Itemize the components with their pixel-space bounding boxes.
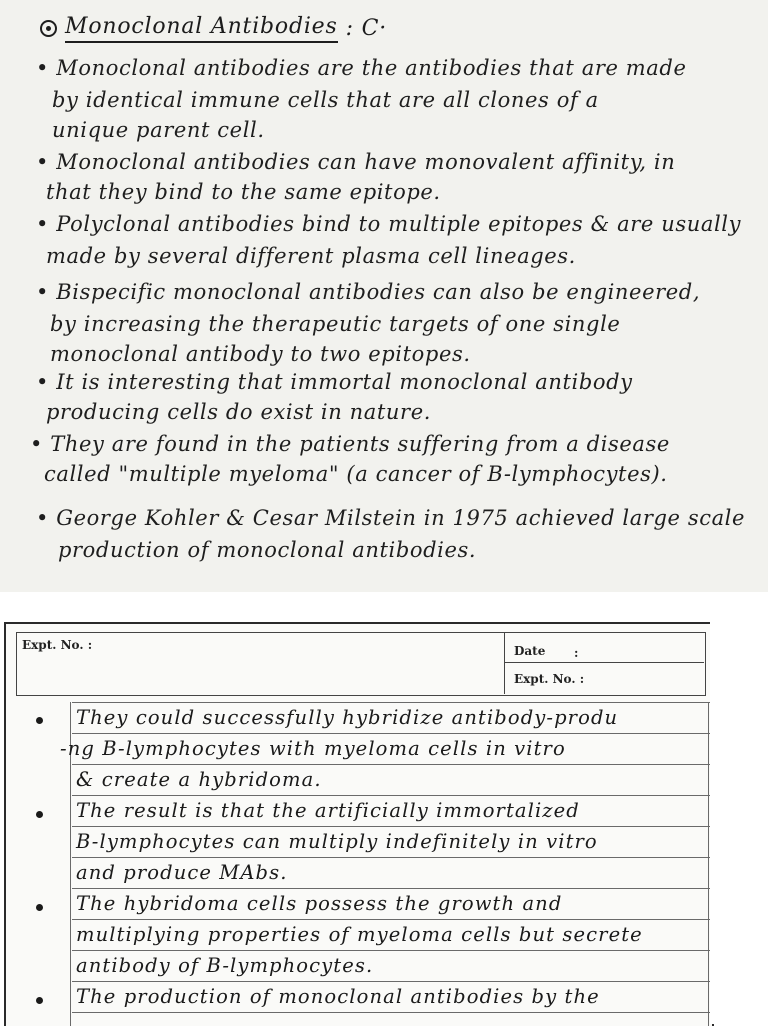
- margin-line-right: [708, 702, 709, 1026]
- record-line: They could successfully hybridize antibody-produ: [76, 706, 619, 729]
- note-line: unique parent cell.: [52, 118, 265, 142]
- page-heading: [40, 14, 387, 43]
- record-line: antibody of B-lymphocytes.: [76, 954, 374, 977]
- note-line: • They are found in the patients suffering from a disease: [30, 432, 670, 456]
- background-edge: [710, 622, 768, 1024]
- note-line: production of monoclonal antibodies.: [58, 538, 477, 562]
- note-line: by identical immune cells that are all clones of a: [52, 88, 599, 112]
- ruled-line: [72, 733, 712, 734]
- note-line: • George Kohler & Cesar Milstein in 1975 achieved large scale: [36, 506, 746, 530]
- record-line: -ng B-lymphocytes with myeloma cells in vitro: [60, 737, 566, 760]
- bullet-dot: [36, 811, 43, 818]
- record-line: & create a hybridoma.: [76, 768, 322, 791]
- ruled-line: [72, 919, 712, 920]
- header-divider: [504, 632, 505, 694]
- heading-suffix: : C·: [345, 16, 388, 41]
- page-gap: [0, 592, 768, 620]
- note-line: • Polyclonal antibodies bind to multiple epitopes & are usually: [36, 212, 742, 236]
- record-line: B-lymphocytes can multiply indefinitely in vitro: [76, 830, 598, 853]
- bullet-dot: [36, 717, 43, 724]
- note-line: by increasing the therapeutic targets of one single: [50, 312, 621, 336]
- note-line: • Bispecific monoclonal antibodies can also be engineered,: [36, 280, 701, 304]
- record-header-box: [16, 632, 706, 696]
- note-line: that they bind to the same epitope.: [46, 180, 441, 204]
- note-line: • It is interesting that immortal monoclonal antibody: [36, 370, 633, 394]
- circled-bullet-icon: [40, 20, 57, 37]
- record-line: The hybridoma cells possess the growth and: [76, 892, 563, 915]
- bullet-dot: [36, 997, 43, 1004]
- note-line: called "multiple myeloma" (a cancer of B-lymphocytes).: [44, 462, 668, 486]
- note-line: monoclonal antibody to two epitopes.: [50, 342, 471, 366]
- heading-title: Monoclonal Antibodies: [65, 14, 338, 43]
- note-line: producing cells do exist in nature.: [46, 400, 431, 424]
- record-line: and produce MAbs.: [76, 861, 288, 884]
- ruled-line: [72, 764, 712, 765]
- ruled-line: [72, 826, 712, 827]
- expt-no-label-right: Expt. No. :: [514, 672, 585, 686]
- lab-record-page: [4, 622, 714, 1026]
- expt-no-label-left: Expt. No. :: [22, 638, 93, 652]
- ruled-line: [72, 1012, 712, 1013]
- record-line: multiplying properties of myeloma cells but secrete: [76, 923, 643, 946]
- ruled-line: [72, 888, 712, 889]
- ruled-line: [72, 702, 712, 703]
- note-line: made by several different plasma cell lineages.: [46, 244, 576, 268]
- ruled-line: [72, 857, 712, 858]
- note-line: • Monoclonal antibodies are the antibodies that are made: [36, 56, 687, 80]
- date-colon: :: [574, 646, 579, 660]
- record-line: The production of monoclonal antibodies by the: [76, 985, 600, 1008]
- ruled-line: [72, 950, 712, 951]
- ruled-line: [72, 981, 712, 982]
- ruled-line: [72, 795, 712, 796]
- date-label: Date: [514, 644, 546, 658]
- note-line: • Monoclonal antibodies can have monovalent affinity, in: [36, 150, 676, 174]
- header-divider-horizontal: [504, 662, 704, 663]
- record-line: The result is that the artificially immortalized: [76, 799, 580, 822]
- bullet-dot: [36, 904, 43, 911]
